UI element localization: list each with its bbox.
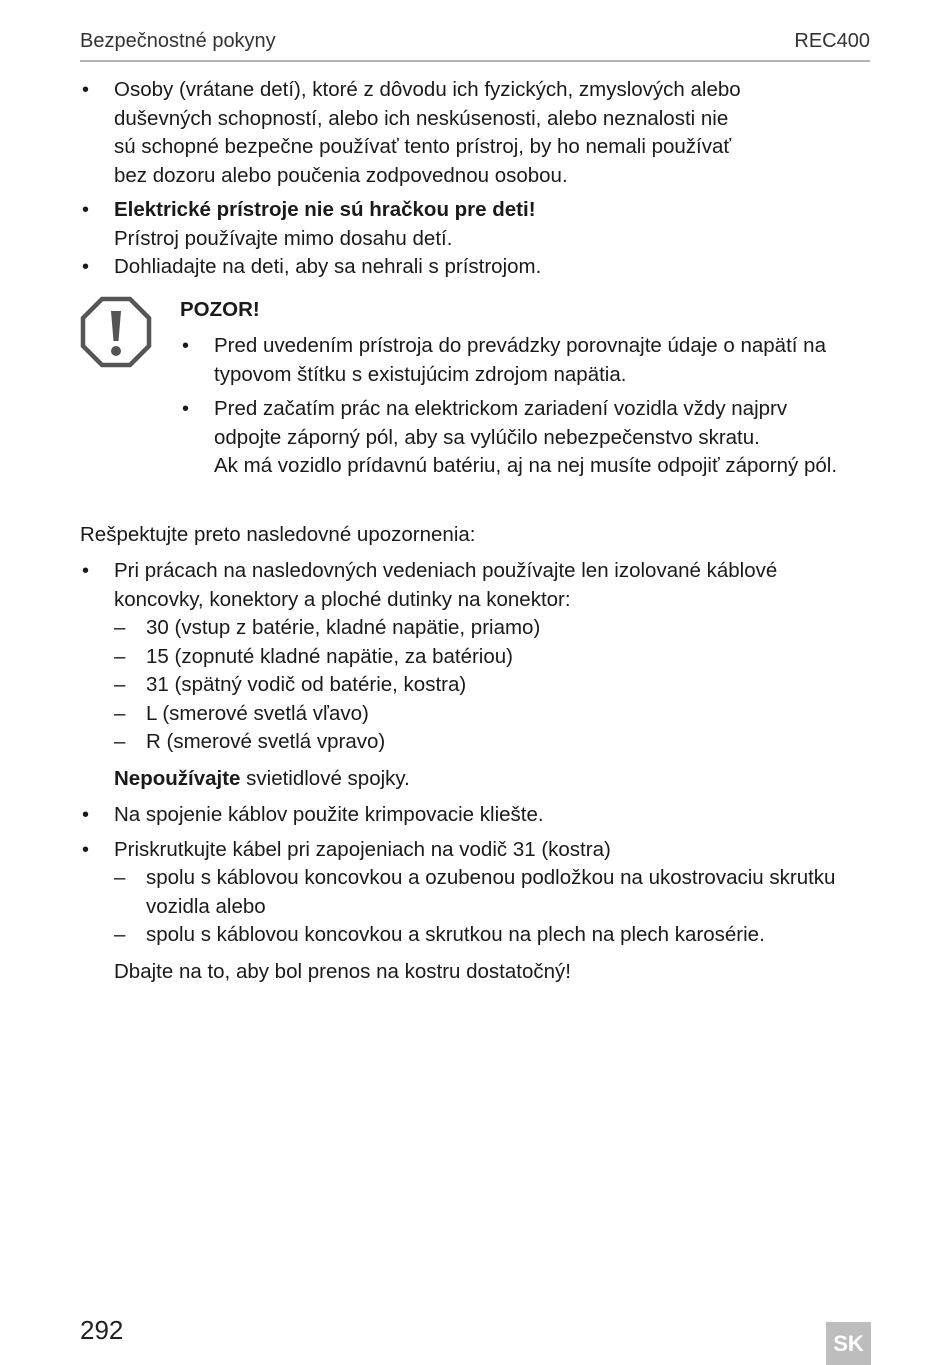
instructions-list-continued — [80, 801, 870, 950]
instructions-list — [80, 557, 870, 757]
list-item: • Pred uvedením prístroja do prevádzky porovnajte údaje o napätí na typovom štítku s existujúcim zdrojom napätia. — [180, 332, 870, 389]
list-item: • Elektrické prístroje nie sú hračkou pre deti! Prístroj používajte mimo dosahu detí. — [80, 196, 870, 253]
wire-list — [114, 614, 870, 757]
model-name: REC400 — [794, 30, 870, 52]
section-title: Bezpečnostné pokyny — [80, 30, 276, 52]
lead-paragraph: Rešpektujte preto nasledovné upozornenia: — [80, 522, 476, 546]
language-tab: SK — [826, 1322, 871, 1365]
child-safety-list — [80, 76, 870, 282]
dash-item: – 31 (spätný vodič od batérie, kostra) — [114, 671, 870, 700]
page-header — [80, 28, 870, 62]
list-item: • Pri prácach na nasledovných vedeniach používajte len izolované káblové koncovky, konektory a ploché dutinky na konektor: – 30 (vstup z batérie, kladné napätie, priamo) – 15 (zopnuté kladné napätie, za batériou) – 31 (spätný vodič od batérie, kostra) – L (smerové svetlá vľavo) – R (smerové svetlá vpravo) — [80, 557, 870, 757]
warning-box — [80, 296, 870, 481]
page-content — [80, 76, 870, 994]
ground-list — [114, 864, 870, 950]
note-paragraph: Dbajte na to, aby bol prenos na kostru dostatočný! — [114, 959, 571, 983]
note-paragraph: Nepoužívajte svietidlové spojky. — [114, 766, 410, 790]
list-item: • Pred začatím prác na elektrickom zariadení vozidla vždy najprv odpojte záporný pól, aby sa vylúčilo nebezpečenstvo skratu. Ak má vozidlo prídavnú batériu, aj na nej musíte odpojiť záporný pól. — [180, 395, 870, 481]
warning-title: POZOR! — [180, 297, 260, 321]
dash-item: – L (smerové svetlá vľavo) — [114, 700, 870, 729]
warning-octagon-icon — [80, 296, 152, 368]
dash-item: – 15 (zopnuté kladné napätie, za batériou) — [114, 643, 870, 672]
list-item: • Na spojenie káblov použite krimpovacie kliešte. — [80, 801, 870, 830]
dash-item: – spolu s káblovou koncovkou a ozubenou podložkou na ukostrovaciu skrutku vozidla alebo — [114, 864, 870, 921]
warning-list — [180, 332, 870, 481]
list-item: • Osoby (vrátane detí), ktoré z dôvodu ich fyzických, zmyslových alebo duševných schopností, alebo ich neskúsenosti, alebo neznalosti nie sú schopné bezpečne používať tento prístroj, by ho nemali používať bez dozoru alebo poučenia zodpovednou osobou. — [80, 76, 870, 190]
list-item: • Priskrutkujte kábel pri zapojeniach na vodič 31 (kostra) – spolu s káblovou koncovkou a ozubenou podložkou na ukostrovaciu skrutku vozidla alebo – spolu s káblovou koncovkou a skrutkou na plech na plech karosérie. — [80, 836, 870, 950]
bold-statement: • Elektrické prístroje nie sú hračkou pre deti! — [114, 198, 536, 221]
dash-item: – R (smerové svetlá vpravo) — [114, 728, 870, 757]
dash-item: – spolu s káblovou koncovkou a skrutkou na plech na plech karosérie. — [114, 921, 870, 950]
dash-item: – 30 (vstup z batérie, kladné napätie, priamo) — [114, 614, 870, 643]
page-number: 292 — [80, 1315, 124, 1345]
list-item: • Dohliadajte na deti, aby sa nehrali s prístrojom. — [80, 253, 870, 282]
